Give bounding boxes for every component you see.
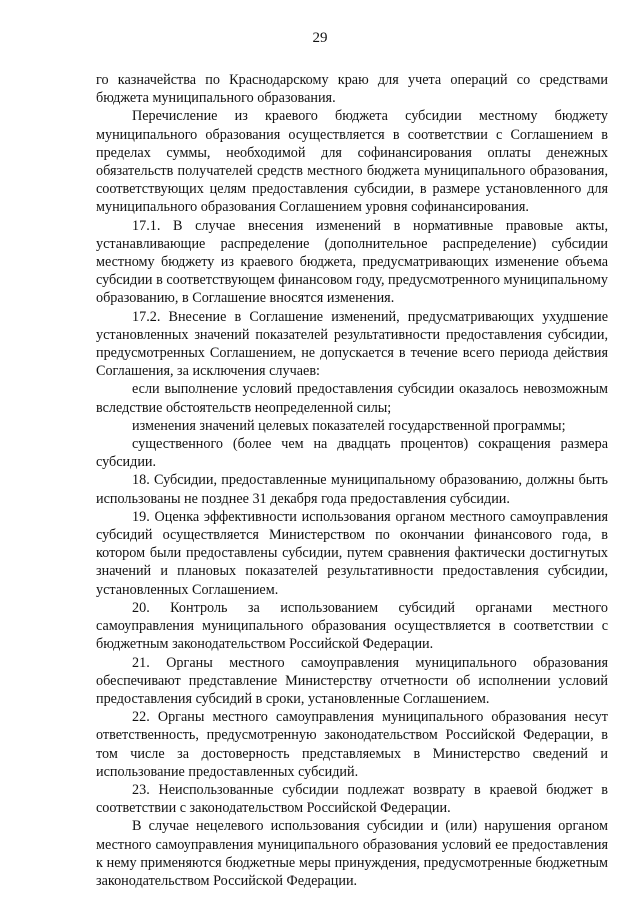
paragraph-17-2: 17.2. Внесение в Соглашение изменений, предусматривающих ухудшение установленных значений показателей результативности предоставления субсидии, предусмотренных Соглашением, не допускается в течение всего периода действия Соглашения, за исключения случаев: — [96, 308, 608, 380]
page-number: 29 — [312, 30, 328, 46]
exception-item: если выполнение условий предоставления субсидии оказалось невозможным вследствие обстоятельств неопределенной силы; — [96, 381, 608, 416]
paragraph-17-1: 17.1. В случае внесения изменений в нормативные правовые акты, устанавливающие распределение (дополнительное распределение) субсидии местному бюджету из краевого бюджета, предусматривающих изменение объема субсидии в соответствующем финансовом году, предусмотренного муниципальному образованию, в Соглашение вносятся изменения. — [96, 217, 608, 307]
exception-item: существенного (более чем на двадцать процентов) сокращения размера субсидии. — [96, 436, 608, 471]
paragraph-18: 18. Субсидии, предоставленные муниципальному образованию, должны быть использованы не позднее 31 декабря года предоставления субсидии. — [96, 472, 608, 507]
paragraph-20: 20. Контроль за использованием субсидий органами местного самоуправления муниципального образования осуществляется в соответствии с бюджетным законодательством Российской Федерации. — [96, 599, 608, 653]
exception-item: изменения значений целевых показателей государственной программы; — [132, 417, 566, 434]
document-body — [96, 71, 608, 890]
paragraph: Перечисление из краевого бюджета субсидии местному бюджету муниципального образования осуществляется в соответствии с Соглашением в пределах суммы, необходимой для софинансирования оплаты денежных обязательств получателей средств местного бюджета муниципального образования, соответствующих целям предоставления субсидии, в размере установленного для муниципального образования Соглашением уровня софинансирования. — [96, 108, 608, 216]
paragraph-19: 19. Оценка эффективности использования органом местного самоуправления субсидий осуществляется Министерством по окончании финансового года, в котором были предоставлены субсидии, путем сравнения фактически достигнутых значений и плановых показателей результативности предоставления субсидии, установленных Соглашением. — [96, 508, 608, 598]
paragraph: го казначейства по Краснодарскому краю для учета операций со средствами бюджета муниципального образования. — [96, 72, 608, 107]
paragraph-22: 22. Органы местного самоуправления муниципального образования несут ответственность, предусмотренную законодательством Российской Федерации, в том числе за достоверность представляемых в Министерство сведений и использование предоставленных субсидий. — [96, 709, 608, 780]
paragraph: В случае нецелевого использования субсидии и (или) нарушения органом местного самоуправления муниципального образования условий ее предоставления к нему применяются бюджетные меры принуждения, предусмотренные бюджетным законодательством Российской Федерации. — [96, 818, 608, 889]
paragraph-21: 21. Органы местного самоуправления муниципального образования обеспечивают представление Министерству отчетности об исполнении условий предоставления субсидий в сроки, установленные Соглашением. — [96, 654, 608, 707]
paragraph-23: 23. Неиспользованные субсидии подлежат возврату в краевой бюджет в соответствии с законодательством Российской Федерации. — [96, 781, 608, 817]
